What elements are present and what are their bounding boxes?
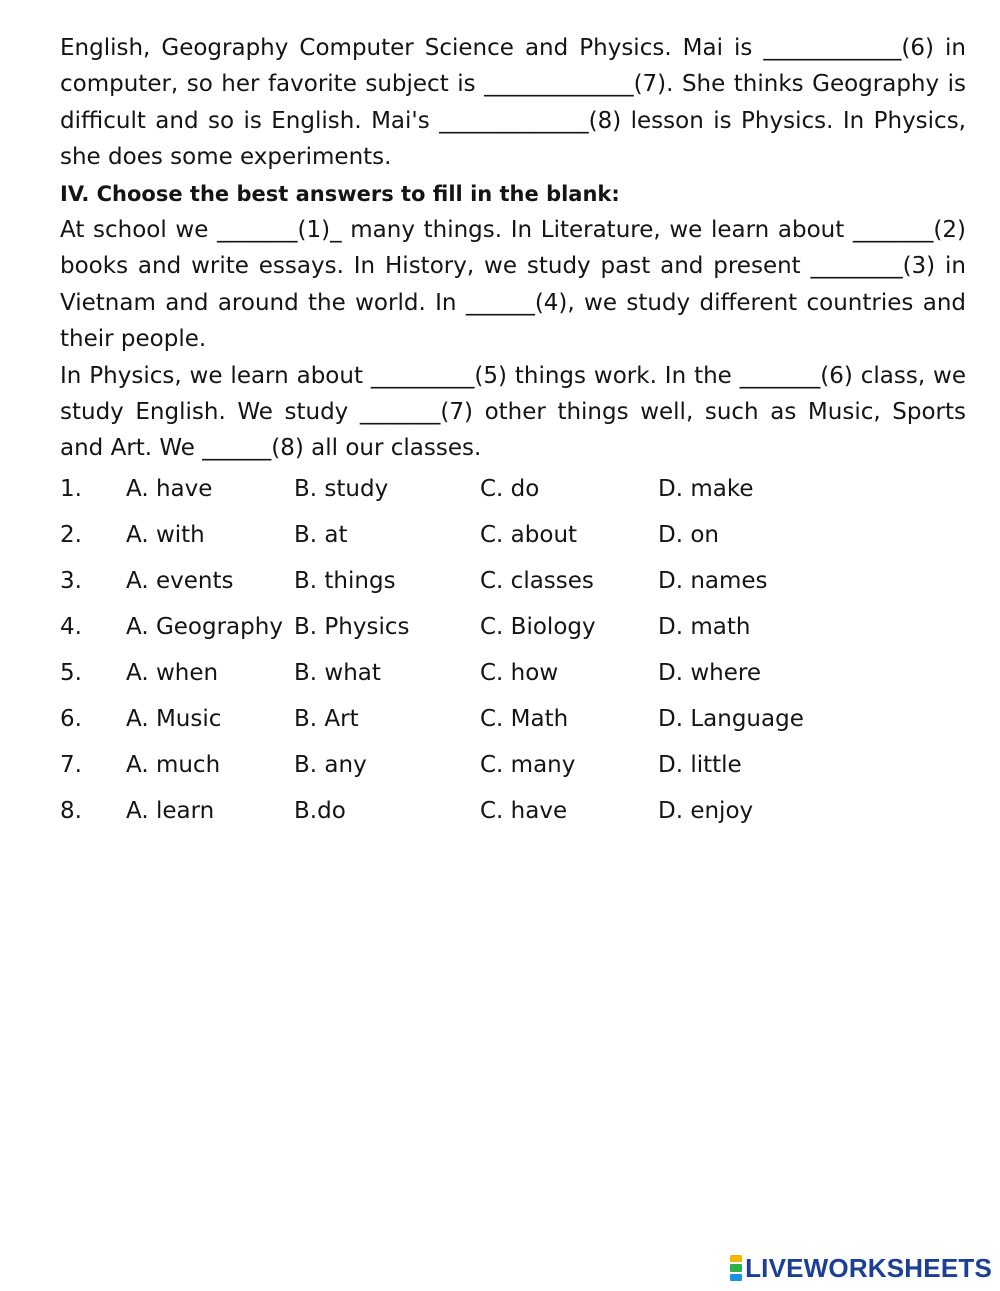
option-c[interactable]: C. Biology bbox=[480, 613, 596, 640]
option-b[interactable]: B. study bbox=[294, 475, 389, 502]
option-b[interactable]: B. what bbox=[294, 659, 381, 686]
option-d[interactable]: D. names bbox=[658, 567, 768, 594]
option-row bbox=[60, 517, 966, 553]
option-row bbox=[60, 609, 966, 645]
option-d[interactable]: D. enjoy bbox=[658, 797, 754, 824]
question-number: 6. bbox=[60, 705, 82, 732]
option-b[interactable]: B. any bbox=[294, 751, 367, 778]
option-b[interactable]: B. things bbox=[294, 567, 396, 594]
logo-mark-segment bbox=[730, 1274, 742, 1281]
answer-options-list bbox=[60, 471, 966, 829]
option-d[interactable]: D. on bbox=[658, 521, 719, 548]
option-row bbox=[60, 747, 966, 783]
worksheet-page bbox=[60, 30, 966, 839]
option-b[interactable]: B. at bbox=[294, 521, 348, 548]
cloze-paragraph-1: At school we _______(1)_ many things. In Literature, we learn about _______(2) books and write essays. In History, we study past and present ________(3) in Vietnam and around the world. In ______(4), we study different countries and their people. bbox=[60, 217, 966, 353]
cloze-paragraph-2: In Physics, we learn about _________(5) things work. In the _______(6) class, we study English. We study _______(7) other things well, such as Music, Sports and Art. We ______(8) all our classes. bbox=[60, 362, 966, 462]
option-a[interactable]: A. Music bbox=[126, 705, 222, 732]
option-a[interactable]: A. events bbox=[126, 567, 234, 594]
option-b[interactable]: B. Physics bbox=[294, 613, 410, 640]
option-a[interactable]: A. learn bbox=[126, 797, 215, 824]
logo-text: LIVEWORKSHEETS bbox=[745, 1252, 992, 1283]
option-d[interactable]: D. little bbox=[658, 751, 742, 778]
question-number: 7. bbox=[60, 751, 82, 778]
option-b[interactable]: B. Art bbox=[294, 705, 359, 732]
option-row bbox=[60, 701, 966, 737]
option-c[interactable]: C. many bbox=[480, 751, 576, 778]
option-row bbox=[60, 793, 966, 829]
passage-ending: English, Geography Computer Science and Physics. Mai is ____________(6) in computer, so her favorite subject is _____________(7). She thinks Geography is difficult and so is English. Mai's _____________(8) lesson is Physics. In Physics, she does some experiments. bbox=[60, 35, 966, 171]
section-heading: IV. Choose the best answers to fill in the blank: bbox=[60, 181, 620, 206]
option-a[interactable]: A. with bbox=[126, 521, 205, 548]
logo-mark-segment bbox=[730, 1264, 742, 1271]
option-row bbox=[60, 563, 966, 599]
logo-mark-icon bbox=[730, 1254, 742, 1282]
option-d[interactable]: D. where bbox=[658, 659, 761, 686]
option-d[interactable]: D. math bbox=[658, 613, 751, 640]
question-number: 8. bbox=[60, 797, 82, 824]
option-b[interactable]: B.do bbox=[294, 797, 346, 824]
option-c[interactable]: C. about bbox=[480, 521, 578, 548]
option-d[interactable]: D. Language bbox=[658, 705, 804, 732]
option-c[interactable]: C. do bbox=[480, 475, 540, 502]
option-c[interactable]: C. have bbox=[480, 797, 568, 824]
option-a[interactable]: A. much bbox=[126, 751, 221, 778]
question-number: 3. bbox=[60, 567, 82, 594]
question-number: 1. bbox=[60, 475, 82, 502]
question-number: 2. bbox=[60, 521, 82, 548]
option-a[interactable]: A. have bbox=[126, 475, 213, 502]
option-a[interactable]: A. Geography bbox=[126, 613, 283, 640]
option-c[interactable]: C. how bbox=[480, 659, 559, 686]
question-number: 5. bbox=[60, 659, 82, 686]
option-c[interactable]: C. Math bbox=[480, 705, 569, 732]
logo-mark-segment bbox=[730, 1255, 742, 1262]
option-d[interactable]: D. make bbox=[658, 475, 754, 502]
option-a[interactable]: A. when bbox=[126, 659, 219, 686]
option-row bbox=[60, 471, 966, 507]
option-row bbox=[60, 655, 966, 691]
liveworksheets-logo bbox=[730, 1253, 992, 1283]
question-number: 4. bbox=[60, 613, 82, 640]
option-c[interactable]: C. classes bbox=[480, 567, 594, 594]
